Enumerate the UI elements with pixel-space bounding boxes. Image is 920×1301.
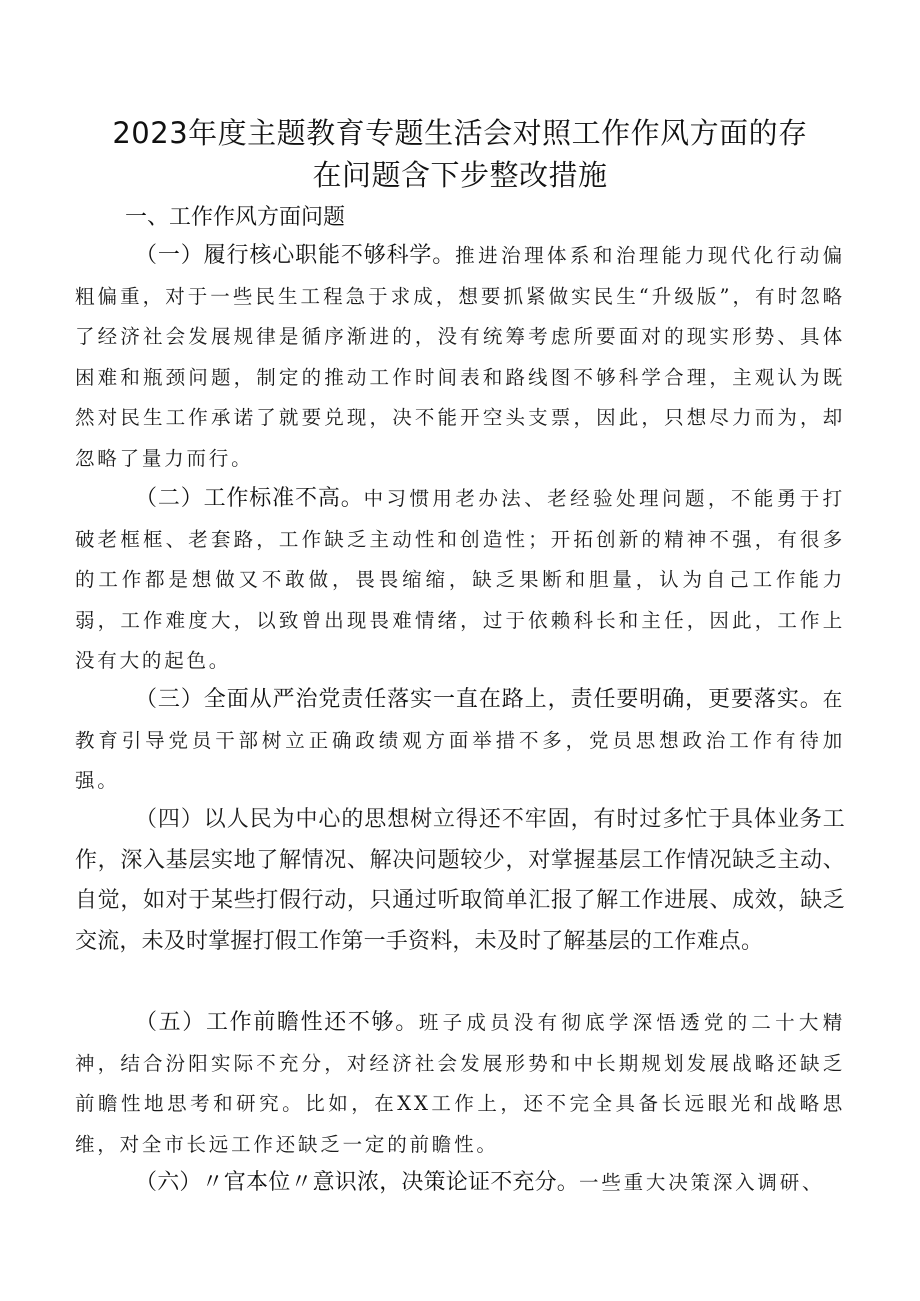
document-title (60, 112, 860, 196)
paragraph-4-heading: （四）以人民为中心的思想树立得还不牢固，有时过多忙于具体业务工作，深入基层实地了解情况、解决问题较少，对掌握基层工作情况缺乏主动、自觉，如对于某些打假行动，只通过听取简单汇报了解工作进展、成效，缺乏交流，未及时掌握打假工作第一手资料，未及时了解基层的工作难点。 (75, 807, 845, 954)
paragraph-5 (75, 1003, 845, 1165)
paragraph-4 (75, 800, 845, 962)
title-line-2: 在问题含下步整改措施 (312, 158, 608, 192)
paragraph-1-heading: （一）履行核心职能不够科学。 (135, 243, 456, 268)
paragraph-1 (75, 236, 845, 479)
paragraph-2 (75, 479, 845, 682)
title-line-1: 2023年度主题教育专题生活会对照工作作风方面的存 (112, 116, 808, 150)
paragraph-1-body: 推进治理体系和治理能力现代化行动偏粗偏重，对于一些民生工程急于求成，想要抓紧做实民生“升级版”，有时忽略了经济社会发展规律是循序渐进的，没有统筹考虑所要面对的现实形势、具体困难和瓶颈问题，制定的推动工作时间表和路线图不够科学合理，主观认为既然对民生工作承诺了就要兑现，决不能开空头支票，因此，只想尽力而为，却忽略了量力而行。 (75, 244, 845, 470)
paragraph-2-body: 中习惯用老办法、老经验处理问题，不能勇于打破老框框、老套路，工作缺乏主动性和创造性；开拓创新的精神不强，有很多的工作都是想做又不敢做，畏畏缩缩，缺乏果断和胆量，认为自己工作能力弱，工作难度大，以致曾出现畏难情绪，过于依赖科长和主任，因此，工作上没有大的起色。 (75, 487, 845, 672)
paragraph-3-body: 在教育引导党员干部树立正确政绩观方面举措不多，党员思想政治工作有待加强。 (75, 688, 845, 792)
paragraph-3 (75, 680, 845, 802)
section-heading: 一、工作作风方面问题 (125, 205, 346, 230)
paragraph-5-body: 班子成员没有彻底学深悟透党的二十大精神，结合汾阳实际不充分，对经济社会发展形势和中长期规划发展战略还缺乏前瞻性地思考和研究。比如，在XX工作上，还不完全具备长远眼光和战略思维，对全市长远工作还缺乏一定的前瞻性。 (75, 1011, 845, 1156)
paragraph-6-body: 一些重大决策深入调研、 (579, 1171, 825, 1194)
paragraph-5-heading: （五）工作前瞻性还不够。 (135, 1010, 419, 1035)
paragraph-2-heading: （二）工作标准不高。 (135, 486, 364, 511)
paragraph-6 (75, 1163, 865, 1204)
paragraph-6-heading: （六）〃官本位〃意识浓，决策论证不充分。 (135, 1170, 580, 1195)
paragraph-3-heading: （三）全面从严治党责任落实一直在路上，责任要明确，更要落实。 (135, 687, 823, 712)
